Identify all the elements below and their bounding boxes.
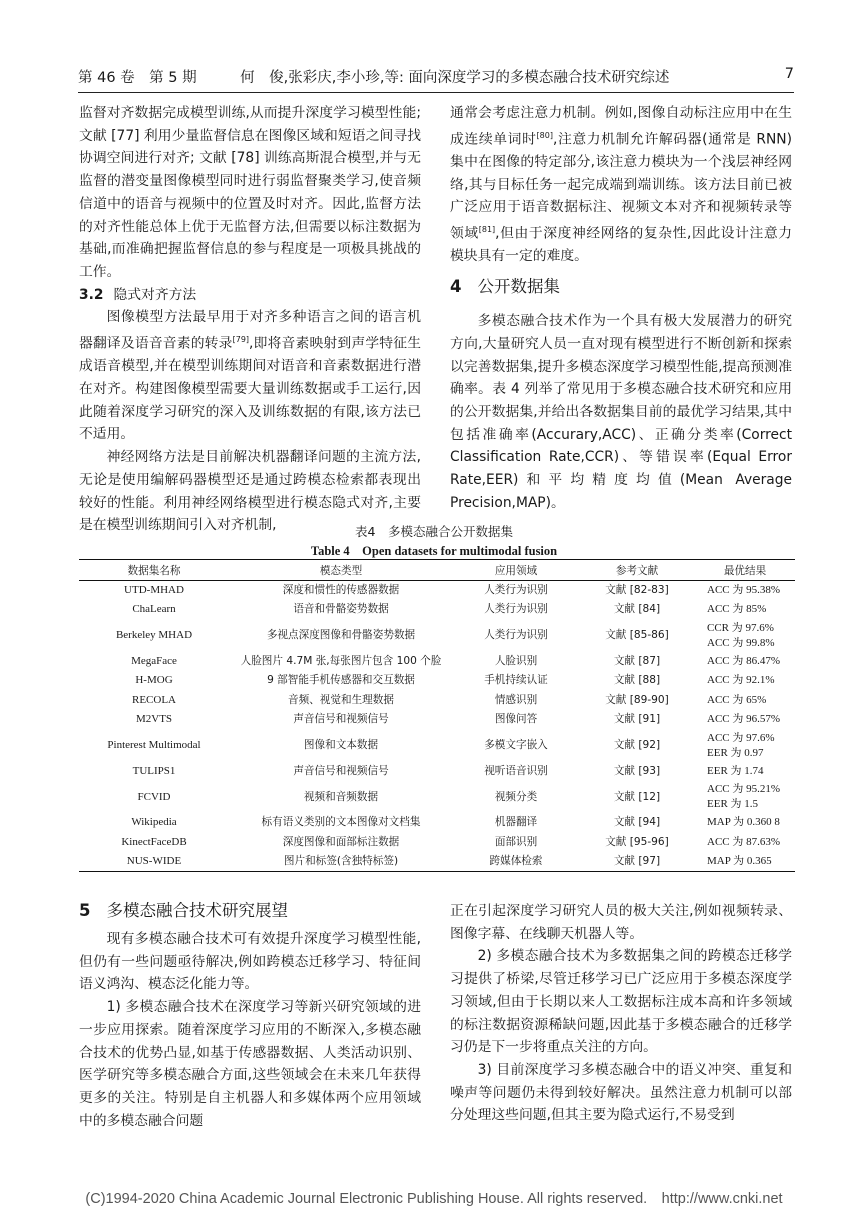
cell-field: 图像问答: [494, 713, 538, 726]
cell-modality: 标有语义类别的文本图像对文档集: [261, 816, 421, 829]
cell-modality: 声音信号和视频信号: [293, 764, 389, 777]
best-result-line: EER 为 1.5: [707, 798, 759, 810]
citation: [79]: [232, 335, 250, 345]
cell-best-result: [695, 781, 795, 813]
cell-dataset-name: ChaLearn: [132, 603, 176, 616]
cell-best-result: [695, 813, 795, 833]
best-result-line: ACC 为 99.8%: [707, 636, 775, 649]
paragraph-neural-network: 神经网络方法是目前解决机器翻译问题的主流方法,无论是使用编解码器模型还是通过跨模态检索都表现出较好的性能。利用神经网络模型进行模态隐式对齐,主要是在模型训练期间引入对齐机制,: [79, 449, 421, 534]
cell-modality: 音频、视觉和生理数据: [288, 693, 394, 706]
cell-reference: 文献 [97]: [613, 855, 661, 867]
cell-reference: 文献 [12]: [613, 790, 661, 803]
cell-field: 情感识别: [494, 693, 538, 706]
best-result-line: CCR 为 97.6%: [707, 621, 774, 634]
cell-best-result: [695, 762, 795, 782]
cell-dataset-name: TULIPS1: [132, 764, 176, 777]
column-header: 数据集名称: [79, 560, 229, 581]
best-result-line: ACC 为 96.57%: [707, 713, 781, 726]
column-header: 最优结果: [695, 560, 795, 581]
paragraph-text: ,但由于深度神经网络的复杂性,因此设计注意力模块具有一定的难度。: [450, 225, 792, 265]
paragraph-point-3: 3) 目前深度学习多模态融合中的语义冲突、重复和噪声等问题仍未得到较好解决。虽然注意力机制可以部分处理这些问题,但其主要为隐式运行,不易受到: [450, 1061, 792, 1124]
cell-modality: 图片和标签(含独特标签): [283, 855, 399, 867]
paragraph-outlook: 现有多模态融合技术可有效提升深度学习模型性能,但仍有一些问题亟待解决,例如跨模态迁移学习、特征间语义鸿沟、模态泛化能力等。: [79, 931, 421, 993]
cell-dataset-name: FCVID: [137, 790, 171, 803]
cell-dataset-name: Pinterest Multimodal: [107, 739, 201, 751]
paragraph-text: 图像模型方法最早用于对齐多种语言之间的语言机器翻译及语音音素的转录: [79, 309, 421, 352]
cell-modality: 视频和音频数据: [303, 790, 379, 803]
cell-field: 人类行为识别: [484, 584, 548, 596]
running-header: [78, 66, 794, 88]
paragraph-datasets-intro: 多模态融合技术作为一个具有极大发展潜力的研究方向,大量研究人员一直对现有模型进行不断创新和探索以完善数据集,提升多模态深度学习模型性能,提高预测准确率。表 4 列举了常见用于多模态融合技术研究和应用的公开数据集,并给出各数据集目前的最优学习结果,其中包括准确率(Accurary,ACC)、正确分类率(Correct Classification Rate,CCR)、等错误率(Equal Error Rate,EER)和平均精度均值(Mean Average Precision,MAP)。: [450, 313, 792, 511]
section-title: 多模态融合技术研究展望: [106, 901, 288, 920]
cell-reference: 文献 [95-96]: [605, 835, 669, 848]
cell-best-result: [695, 600, 795, 620]
best-result-line: ACC 为 97.6%: [707, 731, 775, 744]
cell-reference: 文献 [93]: [613, 764, 661, 777]
table-row: [79, 691, 795, 711]
cell-dataset-name: MegaFace: [131, 654, 177, 667]
section-heading-4: [450, 276, 792, 298]
cell-dataset-name: Berkeley MHAD: [115, 629, 193, 641]
right-column-lower: [450, 900, 792, 1127]
table-row: [79, 730, 795, 762]
table-caption-en: Table 4 Open datasets for multimodal fusion: [310, 544, 558, 558]
section-heading-5: [79, 900, 421, 922]
cell-field: 视频分类: [494, 790, 538, 803]
cell-modality: 深度和惯性的传感器数据: [282, 584, 400, 596]
table-row: [79, 652, 795, 672]
cell-modality: 多视点深度图像和骨骼姿势数据: [266, 629, 416, 641]
table-body: [79, 581, 795, 872]
column-header: 模态类型: [229, 560, 453, 581]
cell-field: 手机持续认证: [484, 674, 548, 687]
copyright-footer: (C)1994-2020 China Academic Journal Electronic Publishing House. All rights reserved. http://www.cnki.net: [85, 1191, 783, 1207]
paragraph-point-2: 2) 多模态融合技术为多数据集之间的跨模态迁移学习提供了桥梁,尽管迁移学习已广泛应用于多模态深度学习领域,但由于长期以来人工数据标注成本高和许多领域的标注数据资源稀缺问题,因此基于多模态融合的迁移学习仍是下一步将重点关注的方向。: [450, 948, 792, 1056]
header-journal-info: 第 46 卷 第 5 期 何 俊,张彩庆,李小珍,等: 面向深度学习的多模态融合技术研究综述: [78, 70, 670, 86]
cell-field: 视听语音识别: [484, 764, 548, 777]
table-row: [79, 710, 795, 730]
best-result-line: ACC 为 95.21%: [707, 783, 781, 795]
citation: [80]: [536, 130, 553, 140]
cell-field: 人类行为识别: [484, 629, 548, 641]
best-result-line: MAP 为 0.360 8: [707, 816, 780, 829]
best-result-line: MAP 为 0.365: [707, 855, 772, 867]
cell-best-result: [695, 730, 795, 762]
section-number: 5: [79, 901, 91, 920]
cell-best-result: [695, 620, 795, 652]
best-result-line: ACC 为 95.38%: [707, 584, 781, 596]
table-row: [79, 762, 795, 782]
cell-reference: 文献 [94]: [613, 816, 661, 829]
cell-field: 面部识别: [494, 835, 538, 848]
cell-dataset-name: M2VTS: [135, 713, 173, 726]
cell-best-result: [695, 833, 795, 853]
cell-dataset-name: H-MOG: [135, 674, 173, 687]
best-result-line: ACC 为 86.47%: [707, 654, 781, 667]
cell-modality: 声音信号和视频信号: [293, 713, 389, 726]
table-row: [79, 600, 795, 620]
table-header-row: [79, 560, 795, 581]
cell-modality: 语音和骨骼姿势数据: [293, 603, 389, 616]
cell-field: 机器翻译: [494, 816, 538, 829]
cell-field: 人类行为识别: [484, 603, 548, 616]
cell-reference: 文献 [85-86]: [605, 629, 669, 641]
cell-best-result: [695, 652, 795, 672]
paragraph-text: ,注意力机制允许解码器(通常是 RNN)集中在图像的特定部分,该注意力模块为一个浅层神经网络,其与目标任务一起完成端到端训练。该方法目前已被广泛应用于语音数据标注、视频文本对齐和视频转录等领域: [450, 131, 792, 242]
datasets-table: [79, 559, 795, 872]
page-number: 7: [784, 66, 794, 82]
best-result-line: ACC 为 92.1%: [707, 674, 775, 687]
subsection-heading-3-2: [79, 284, 421, 307]
cell-best-result: [695, 671, 795, 691]
left-column-lower: [79, 900, 421, 1132]
subsection-title: 隐式对齐方法: [113, 286, 197, 303]
header-rule: [78, 92, 794, 93]
section-title: 公开数据集: [477, 277, 560, 297]
table-row: [79, 671, 795, 691]
cell-modality: 9 部智能手机传感器和交互数据: [267, 674, 415, 687]
cell-field: 跨媒体检索: [489, 855, 543, 867]
cell-field: 多模文字嵌入: [484, 739, 548, 751]
table-row: [79, 781, 795, 813]
paragraph-image-model: [79, 306, 421, 446]
cell-reference: 文献 [84]: [613, 603, 661, 616]
cell-dataset-name: UTD-MHAD: [124, 584, 184, 596]
cell-modality: 图像和文本数据: [303, 739, 379, 751]
table-row: [79, 581, 795, 601]
cell-best-result: [695, 691, 795, 711]
paragraph-point-1-cont: 正在引起深度学习研究人员的极大关注,例如视频转录、图像字幕、在线聊天机器人等。: [450, 903, 792, 942]
cell-best-result: [695, 710, 795, 730]
paragraph-point-1: 1) 多模态融合技术在深度学习等新兴研究领域的进一步应用探索。随着深度学习应用的不断深入,多模态融合技术的优势凸显,如基于传感器数据、人类活动识别、医学研究等多模态融合方面,这些领域会在未来几年获得更多的关注。特别是自主机器人和多媒体两个应用领域中的多模态融合问题: [79, 999, 421, 1129]
paragraph-attention: [450, 102, 792, 268]
cell-reference: 文献 [89-90]: [605, 693, 669, 706]
best-result-line: ACC 为 85%: [707, 603, 767, 616]
left-column: [79, 102, 421, 537]
cell-best-result: [695, 852, 795, 872]
right-column: [450, 102, 792, 514]
section-number: 4: [450, 277, 462, 297]
best-result-line: EER 为 1.74: [707, 764, 764, 777]
cell-reference: 文献 [91]: [613, 713, 661, 726]
best-result-line: ACC 为 65%: [707, 693, 767, 706]
cell-dataset-name: Wikipedia: [131, 816, 177, 829]
paragraph-supervised-alignment: 监督对齐数据完成模型训练,从而提升深度学习模型性能; 文献 [77] 利用少量监督信息在图像区域和短语之间寻找协调空间进行对齐; 文献 [78] 训练高斯混合模型,并与无监督的潜变量图像模型同时进行弱监督聚类学习,使音频信道中的语音与视频中的位置及时对齐。因此,监督方法的对齐性能总体上优于无监督方法,但需要以标注数据为基础,而准确把握监督信息的参与程度是一项极具挑战的工作。: [79, 105, 421, 280]
cell-reference: 文献 [88]: [613, 674, 661, 687]
subsection-number: 3.2: [79, 286, 104, 303]
citation: [81]: [478, 225, 496, 235]
table-row: [79, 813, 795, 833]
cell-reference: 文献 [82-83]: [605, 584, 669, 596]
cell-reference: 文献 [92]: [613, 739, 661, 751]
paragraph-text: ,即将音素映射到声学特征生成语音模型,并在模型训练期间对语音和音素数据进行潜在对齐。构建图像模型需要大量训练数据或手工运行,因此随着深度学习研究的深入及训练数据的有限,该方法已不适用。: [79, 335, 421, 443]
cell-best-result: [695, 581, 795, 601]
column-header: 应用领域: [453, 560, 579, 581]
best-result-line: ACC 为 87.63%: [707, 835, 781, 848]
cell-modality: 深度图像和面部标注数据: [282, 835, 400, 848]
cell-dataset-name: NUS-WIDE: [126, 855, 182, 867]
cell-dataset-name: RECOLA: [132, 693, 176, 706]
table-row: [79, 852, 795, 872]
paragraph-text: 通常会考虑注意力机制。例如,图像自动标注应用中在生成连续单词时: [450, 105, 792, 148]
best-result-line: EER 为 0.97: [707, 746, 764, 759]
cell-reference: 文献 [87]: [613, 654, 661, 667]
cell-modality: 人脸图片 4.7M 张,每张图片包含 100 个脸: [240, 654, 442, 667]
column-header: 参考文献: [579, 560, 695, 581]
table-caption-cn: 表4 多模态融合公开数据集: [355, 524, 513, 539]
table-row: [79, 833, 795, 853]
cell-field: 人脸识别: [494, 654, 538, 667]
table-row: [79, 620, 795, 652]
cell-dataset-name: KinectFaceDB: [121, 835, 187, 848]
